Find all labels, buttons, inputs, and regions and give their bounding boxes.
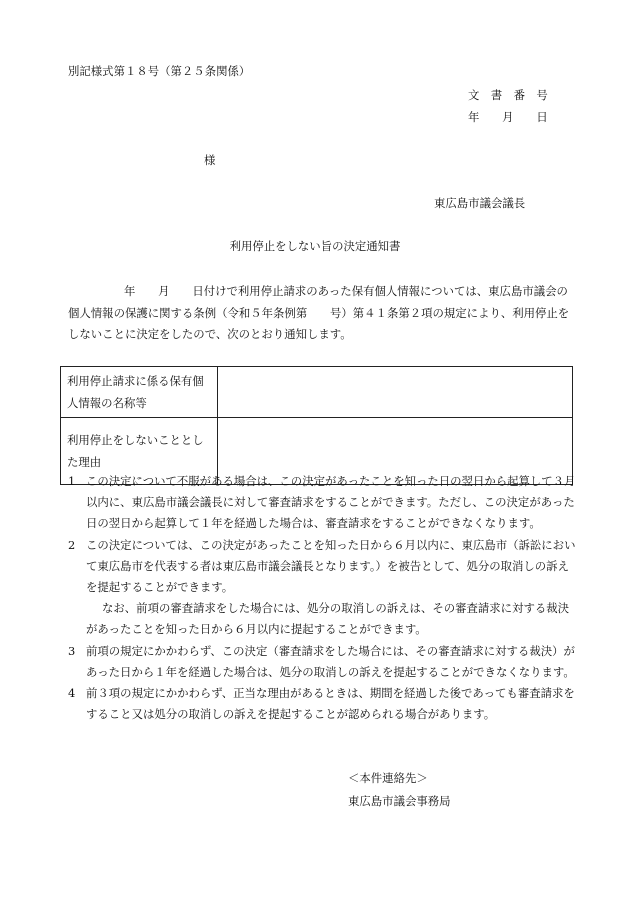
addressee-suffix: 様 — [204, 153, 216, 167]
note-text: 前項の規定にかかわらず、この決定（審査請求をした場合には、その審査請求に対する裁決）があった日から１年を経過した場合は、処分の取消しの訴えを提起することができなくなります。 — [86, 643, 575, 679]
note-number: 4 — [68, 686, 76, 701]
intro-paragraph — [68, 281, 576, 346]
notes-list — [68, 471, 580, 725]
date-label: 年 月 日 — [468, 110, 548, 124]
document-title: 利用停止をしない旨の決定通知書 — [229, 239, 401, 253]
table-value-cell — [218, 367, 573, 418]
note-number: 1 — [68, 474, 76, 488]
intro-text: 年 月 日付けで利用停止請求のあった保有個人情報については、東広島市議会の個人情報の保護に関する条例（令和５年条例第 号）第４１条第２項の規定により、利用停止をしないことに決定をしたので、次のとおり通知します。 — [68, 284, 570, 341]
info-table — [60, 366, 573, 485]
note-item — [68, 471, 580, 535]
note-item — [68, 683, 580, 725]
note-text: 前３項の規定にかかわらず、正当な理由があるときは、期間を経過した後であっても審査請求をすること又は処分の取消しの訴えを提起することが認められる場合があります。 — [86, 686, 575, 722]
sender-name: 東広島市議会議長 — [434, 196, 526, 210]
note-number: 3 — [68, 643, 76, 658]
contact-heading: ＜本件連絡先＞ — [348, 771, 428, 785]
note-supplement: なお、前項の審査請求をした場合には、処分の取消しの訴えは、その審査請求に対する裁決があったことを知った日から６月以内に提起することができます。 — [86, 601, 570, 637]
note-text: この決定について不服がある場合は、この決定があったことを知った日の翌日から起算して３月以内に、東広島市議会議長に対して審査請求をすることができます。ただし、この決定があった日の翌日から起算して１年を経過した場合は、審査請求をすることができなくなります。 — [86, 474, 576, 531]
document-number-label: 文 書 番 号 — [468, 88, 548, 102]
table-label-cell: 利用停止をしないこととした理由 — [61, 418, 218, 485]
contact-organization: 東広島市議会事務局 — [348, 794, 451, 808]
table-label-cell: 利用停止請求に係る保有個人情報の名称等 — [61, 367, 218, 418]
note-text: この決定については、この決定があったことを知った日から６月以内に、東広島市（訴訟において東広島市を代表する者は東広島市議会議長となります。）を被告として、処分の取消しの訴えを提起することができます。 — [86, 537, 576, 595]
form-number: 別記様式第１８号（第２５条関係） — [68, 64, 251, 78]
note-number: 2 — [68, 537, 76, 552]
note-item — [68, 535, 580, 599]
note-item — [68, 641, 580, 683]
table-row — [61, 367, 573, 418]
